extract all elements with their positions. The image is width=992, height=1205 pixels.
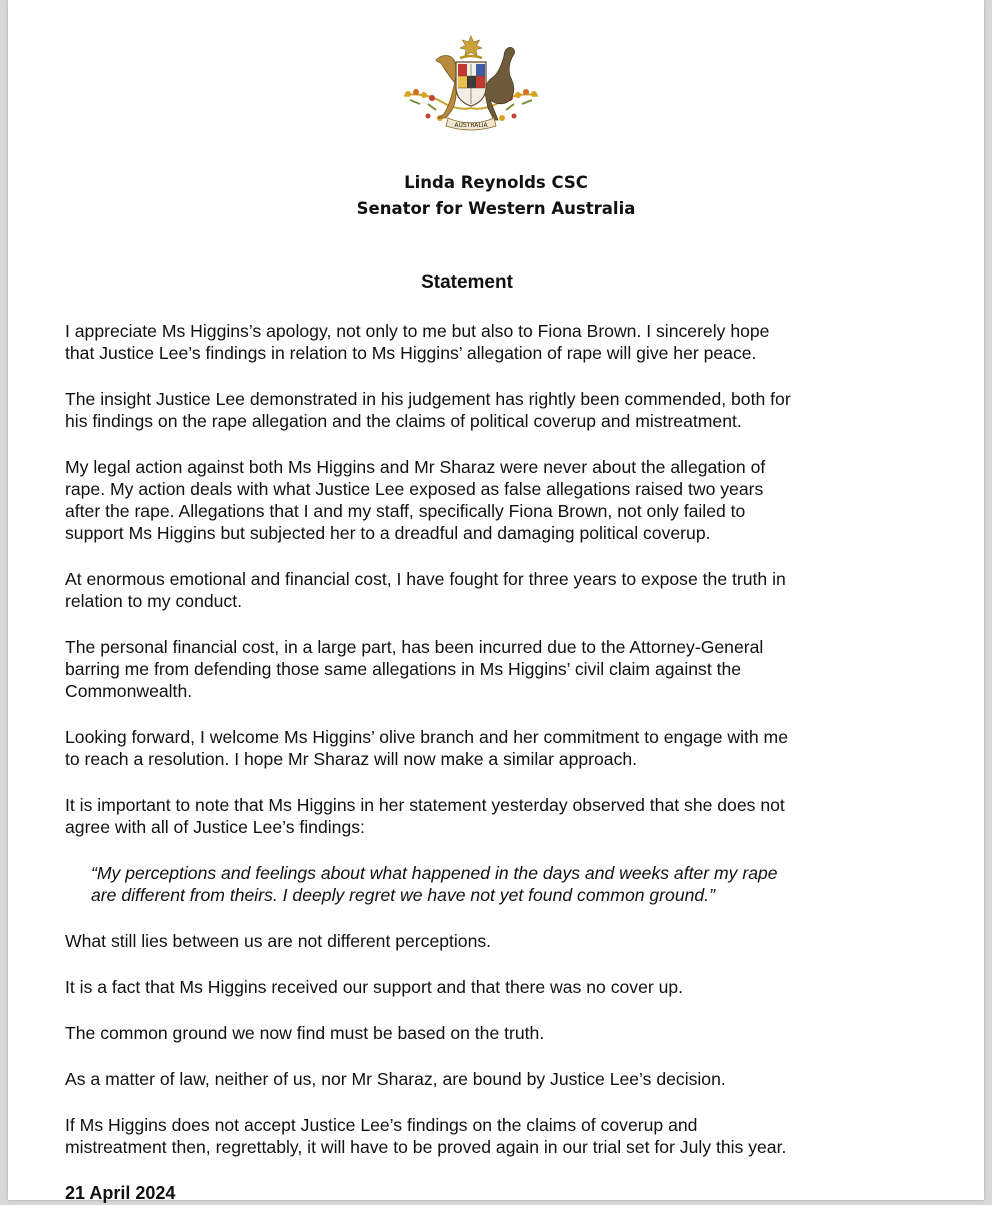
- quoted-statement: “My perceptions and feelings about what happened in the days and weeks after my rape are different from theirs. I deeply regret we have not yet found common ground.”: [91, 863, 778, 905]
- paragraph-10: It is a fact that Ms Higgins received our support and that there was no cover up.: [65, 977, 684, 997]
- paragraph-12: As a matter of law, neither of us, nor Mr Sharaz, are bound by Justice Lee’s decision.: [65, 1069, 726, 1089]
- shield-icon: [456, 62, 486, 106]
- author-name: Linda Reynolds CSC: [404, 173, 588, 192]
- statement-body: [65, 320, 935, 1158]
- paragraph-7: It is important to note that Ms Higgins in her statement yesterday observed that she does not agree with all of Justice Lee’s findings:: [65, 795, 785, 837]
- emu-icon: [485, 47, 514, 120]
- statement-date: 21 April 2024: [65, 1183, 176, 1203]
- paragraph-9: What still lies between us are not different perceptions.: [65, 931, 492, 951]
- motto-scroll: [446, 118, 496, 130]
- statement-heading: Statement: [421, 272, 513, 293]
- paragraph-11: The common ground we now find must be based on the truth.: [65, 1023, 545, 1043]
- kangaroo-icon: [436, 56, 458, 119]
- author-block: [0, 170, 992, 222]
- paragraph-2: The insight Justice Lee demonstrated in his judgement has rightly been commended, both for his findings on the rape allegation and the claims of political coverup and mistreatment.: [65, 389, 791, 431]
- crest-motto: AUSTRALIA: [454, 122, 488, 129]
- coat-of-arms-icon: [398, 34, 544, 136]
- paragraph-13: If Ms Higgins does not accept Justice Lee’s findings on the claims of coverup and mistreatment then, regrettably, it will have to be proved again in our trial set for July this year.: [65, 1115, 787, 1157]
- author-position: Senator for Western Australia: [356, 199, 636, 218]
- paragraph-3: My legal action against both Ms Higgins and Mr Sharaz were never about the allegation of rape. My action deals with what Justice Lee exposed as false allegations raised two years after the rape. Allegations that I and my staff, specifically Fiona Brown, not only failed to support Ms Higgins but subjected her to a dreadful and damaging political coverup.: [65, 457, 766, 543]
- seven-point-star-icon: [460, 36, 482, 56]
- paragraph-1: I appreciate Ms Higgins’s apology, not only to me but also to Fiona Brown. I sincerely hope that Justice Lee’s findings in relation to Ms Higgins’ allegation of rape will give her peace.: [65, 321, 770, 363]
- paragraph-5: The personal financial cost, in a large part, has been incurred due to the Attorney-General barring me from defending those same allegations in Ms Higgins’ civil claim against the Commonwealth.: [65, 637, 764, 701]
- paragraph-6: Looking forward, I welcome Ms Higgins’ olive branch and her commitment to engage with me to reach a resolution. I hope Mr Sharaz will now make a similar approach.: [65, 727, 788, 769]
- paragraph-4: At enormous emotional and financial cost, I have fought for three years to expose the truth in relation to my conduct.: [65, 569, 786, 611]
